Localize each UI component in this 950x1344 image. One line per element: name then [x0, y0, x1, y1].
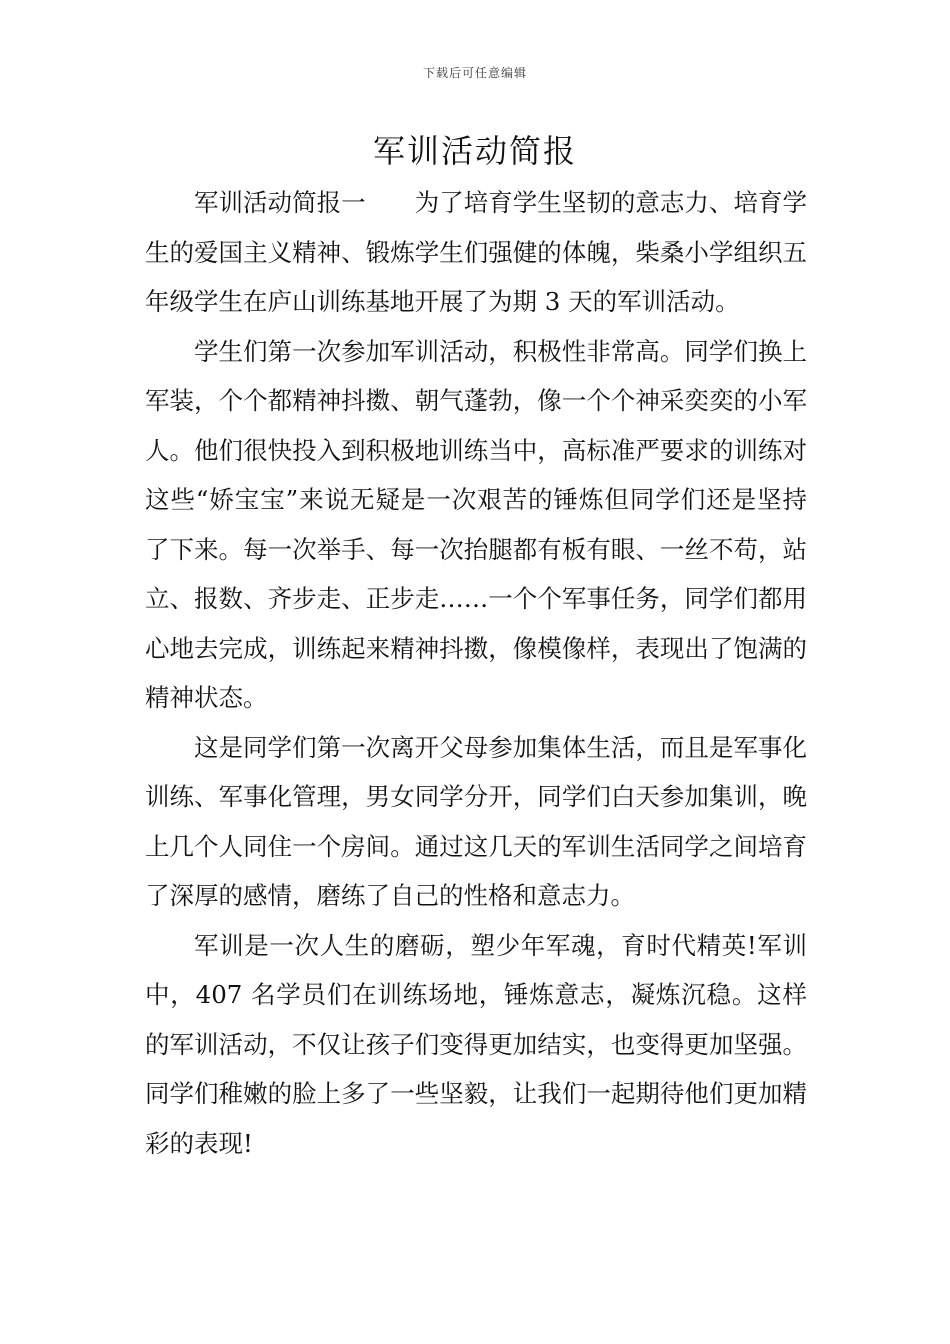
- paragraph-2: 学生们第一次参加军训活动，积极性非常高。同学们换上军装，个个都精神抖擞、朝气蓬勃，像一个个神采奕奕的小军人。他们很快投入到积极地训练当中，高标准严要求的训练对这些“娇宝宝”来说无疑是一次艰苦的锤炼但同学们还是坚持了下来。每一次举手、每一次抬腿都有板有眼、一丝不苟，站立、报数、齐步走、正步走……一个个军事任务，同学们都用心地去完成，训练起来精神抖擞，像模像样，表现出了饱满的精神状态。: [145, 336, 807, 712]
- paragraph-3: 这是同学们第一次离开父母参加集体生活，而且是军事化训练、军事化管理，男女同学分开，同学们白天参加集训，晚上几个人同住一个房间。通过这几天的军训生活同学之间培育了深厚的感情，磨练了自己的性格和意志力。: [145, 732, 807, 910]
- paragraph-1: 军训活动简报一 为了培育学生坚韧的意志力、培育学生的爱国主义精神、锻炼学生们强健的体魄，柴桑小学组织五年级学生在庐山训练基地开展了为期 3 天的军训活动。: [145, 188, 807, 316]
- paragraph-4: 军训是一次人生的磨砺，塑少年军魂，育时代精英!军训中，407 名学员们在训练场地，锤炼意志，凝炼沉稳。这样的军训活动，不仅让孩子们变得更加结实，也变得更加坚强。同学们稚嫩的脸上多了一些坚毅，让我们一起期待他们更加精彩的表现!: [145, 930, 807, 1158]
- document-body: [145, 178, 807, 1168]
- header-note: 下载后可任意编辑: [422, 66, 527, 80]
- document-title: 军训活动简报: [372, 132, 577, 170]
